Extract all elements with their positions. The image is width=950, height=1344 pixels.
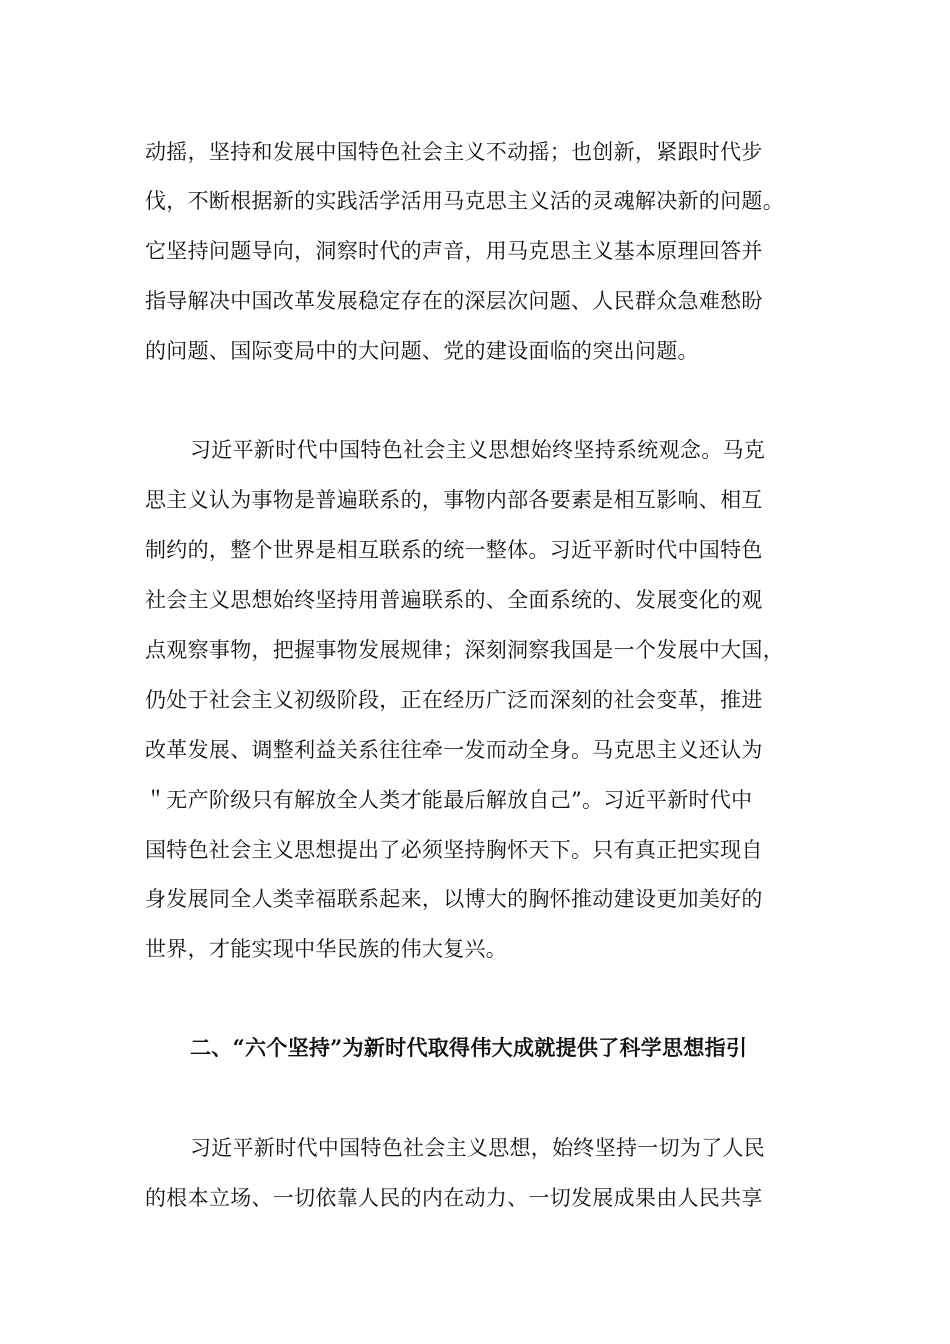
- text-line: 的问题、国际变局中的大问题、党的建设面临的突出问题。: [145, 339, 699, 363]
- text-line: 国特色社会主义思想提出了必须坚持胸怀天下。只有真正把实现自: [145, 838, 763, 862]
- text-line: 世界，才能实现中华民族的伟大复兴。: [145, 937, 508, 961]
- text-line: 习近平新时代中国特色社会主义思想，始终坚持一切为了人民: [190, 1136, 766, 1160]
- text-line: 伐，不断根据新的实践活学活用马克思主义活的灵魂解决新的问题。: [145, 189, 784, 213]
- text-line: 社会主义思想始终坚持用普遍联系的、全面系统的、发展变化的观: [145, 588, 763, 612]
- text-line: 习近平新时代中国特色社会主义思想始终坚持系统观念。马克: [190, 438, 766, 462]
- text-line: 身发展同全人类幸福联系起来，以博大的胸怀推动建设更加美好的: [145, 887, 763, 911]
- text-line: 思主义认为事物是普遍联系的，事物内部各要素是相互影响、相互: [145, 488, 763, 512]
- text-line: ＂无产阶级只有解放全人类才能最后解放自己”。习近平新时代中: [145, 788, 753, 812]
- text-line: 仍处于社会主义初级阶段，正在经历广泛而深刻的社会变革，推进: [145, 688, 763, 712]
- text-line: 点观察事物，把握事物发展规律；深刻洞察我国是一个发展中大国，: [145, 638, 784, 662]
- section-heading: 二、“六个坚持”为新时代取得伟大成就提供了科学思想指引: [190, 1035, 748, 1060]
- text-line: 指导解决中国改革发展稳定存在的深层次问题、人民群众急难愁盼: [145, 289, 763, 313]
- text-line: 改革发展、调整利益关系往往牵一发而动全身。马克思主义还认为: [145, 738, 763, 762]
- text-line: 制约的，整个世界是相互联系的统一整体。习近平新时代中国特色: [145, 538, 763, 562]
- text-line: 它坚持问题导向，洞察时代的声音，用马克思主义基本原理回答并: [145, 239, 763, 263]
- text-line: 的根本立场、一切依靠人民的内在动力、一切发展成果由人民共享: [145, 1186, 763, 1210]
- text-line: 动摇，坚持和发展中国特色社会主义不动摇；也创新，紧跟时代步: [145, 140, 763, 164]
